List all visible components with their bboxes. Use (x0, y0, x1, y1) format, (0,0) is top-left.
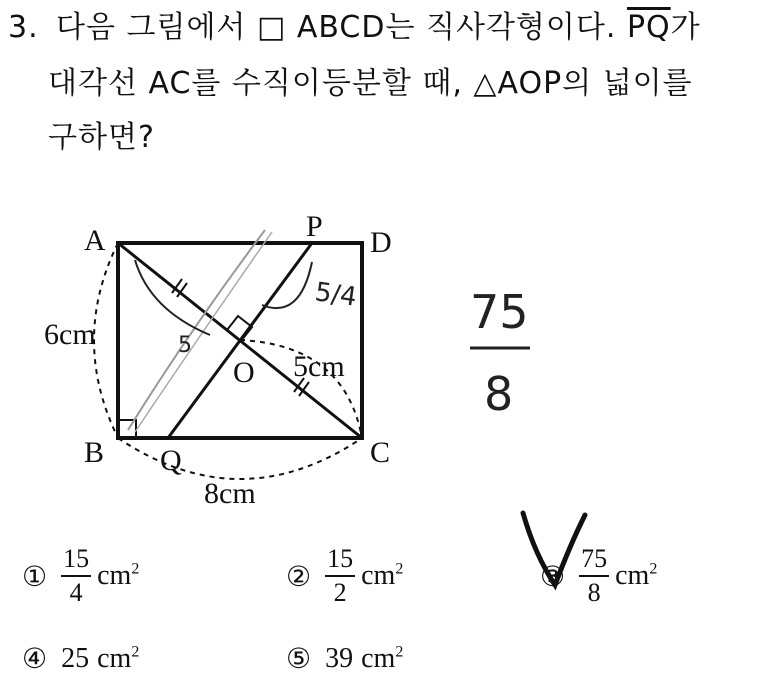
choice-1-numerator: 15 (63, 544, 90, 573)
choice-2-fraction (325, 545, 355, 607)
choice-4-value: 25 (61, 642, 90, 674)
question-text-1a: 다음 그림에서 □ ABCD는 직사각형이다. (56, 10, 627, 45)
choice-3-mark: ③ (540, 559, 566, 593)
vertex-label-b: B (84, 436, 105, 469)
choice-5[interactable] (286, 642, 403, 675)
rectangle-figure (0, 200, 777, 530)
choice-1-unit: $cm^2$ (97, 560, 140, 591)
segment-pq-label: $\overline{PQ}$ (626, 10, 671, 45)
choice-4-mark: ④ (22, 642, 48, 675)
vertex-label-d: D (370, 226, 392, 259)
question-line-2: 대각선 AC를 수직이등분할 때, △AOP의 넓이를 (48, 66, 693, 101)
choice-2-unit: $cm^2$ (361, 560, 404, 591)
handwritten-mark-5: 5 (178, 333, 192, 358)
choice-3-unit: $cm^2$ (615, 560, 658, 591)
vertex-label-a: A (84, 224, 106, 257)
choice-2-mark: ② (286, 559, 312, 593)
question-line-1 (0, 8, 701, 48)
choice-2-denominator: 2 (333, 578, 347, 607)
vertex-label-c: C (370, 436, 391, 469)
choice-3-denominator: 8 (587, 578, 601, 607)
height-dimension-arc (94, 243, 118, 438)
choice-1-fraction (61, 545, 91, 607)
question-number: 3. (8, 10, 39, 45)
choice-1-mark: ① (22, 559, 48, 593)
vertex-label-q: Q (160, 444, 182, 477)
dimension-half-diagonal: 5cm (293, 350, 345, 383)
handwritten-mark-5-over-4: 5/4 (313, 277, 359, 313)
vertex-label-o: O (233, 356, 255, 389)
checkmark-icon (515, 505, 595, 595)
choice-5-value: 39 (325, 642, 354, 674)
choice-4-unit: $cm^2$ (97, 642, 140, 674)
question-line-3: 구하면? (48, 120, 155, 155)
choice-2-numerator: 15 (327, 544, 354, 573)
vertex-label-p: P (306, 210, 323, 243)
dimension-height: 6cm (44, 318, 96, 351)
width-dimension-arc (118, 438, 362, 479)
handwritten-denominator: 8 (484, 367, 514, 421)
dimension-width: 8cm (204, 477, 256, 510)
choice-2[interactable] (286, 545, 403, 607)
question-text-1b: 가 (670, 10, 701, 45)
choice-5-unit: $cm^2$ (361, 642, 404, 674)
choice-3-numerator: 75 (581, 544, 608, 573)
handwritten-numerator: 75 (470, 285, 529, 339)
choice-5-mark: ⑤ (286, 642, 312, 675)
choice-1[interactable] (22, 545, 139, 607)
choice-1-denominator: 4 (69, 578, 83, 607)
choice-4[interactable] (22, 642, 139, 675)
